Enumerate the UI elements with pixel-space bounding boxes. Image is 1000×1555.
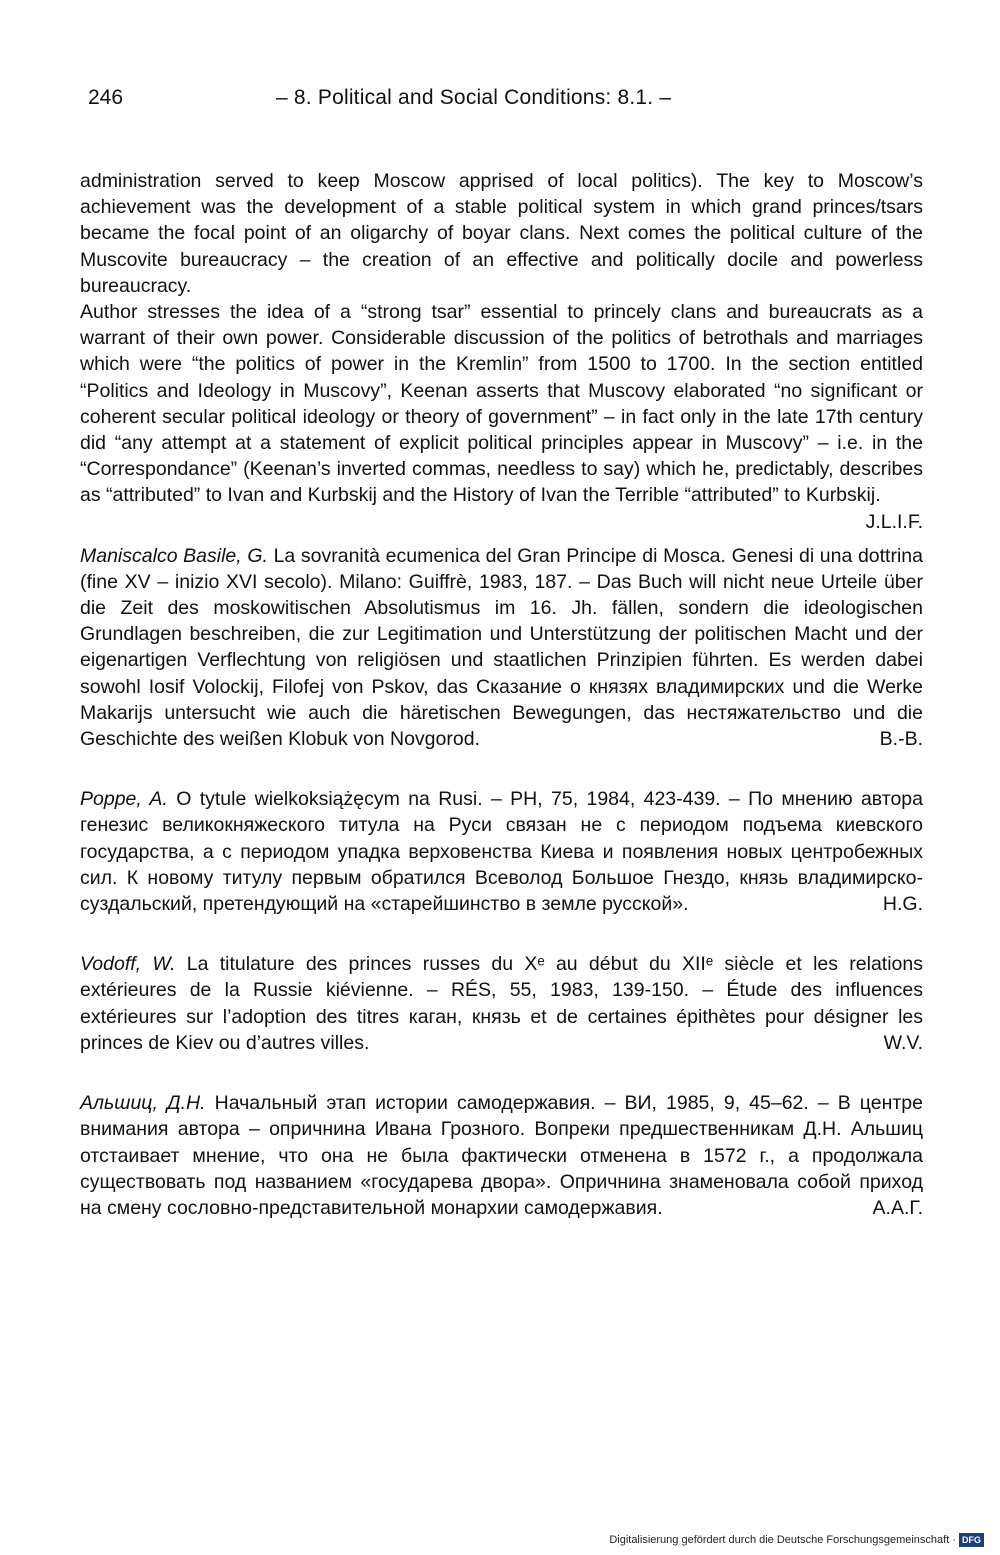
entry-text: La titulature des princes russes du Xᵉ au début du XIIᵉ siècle et les relations extérieures de la Russie kiévienne. – RÉS, 55, 1983, 139-150. – Étude des influences extérieures sur l’adoption des titres каган, князь et de certaines épithètes pour désigner les princes de Kiev ou d’autres villes.: [80, 953, 923, 1054]
entry-author: Альшиц, Д.Н.: [80, 1092, 206, 1115]
review-entry-continuation: [80, 168, 923, 299]
review-entry-continuation-paragraph: [80, 299, 923, 533]
entry-author: Maniscalco Basile, G.: [80, 544, 268, 567]
review-entry-maniscalco: [80, 543, 923, 753]
page-number: 246: [88, 86, 124, 109]
reviewer-signature: H.G.: [882, 893, 923, 916]
dfg-logo-icon: DFG: [959, 1533, 984, 1547]
page-header: [88, 86, 918, 118]
digitization-footer: [609, 1533, 984, 1547]
entry-author: Vodoff, W.: [80, 953, 176, 976]
entry-text: O tytule wielkoksiążęcym na Rusi. – PH, 75, 1984, 423-439. – По мнению автора генезис великокняжеского титула на Руси связан не с периодом подъема киевского государства, а с периодом упадка верховенства Киева и появления новых центробежных сил. К новому титулу первым обратился Всеволод Большое Гнездо, князь владимирско-суздальский, претендующий на «старейшинство в земле русской».: [80, 788, 923, 916]
reviewer-signature: B.-B.: [879, 728, 923, 751]
review-entry-alshic: [80, 1090, 923, 1221]
entry-author: Poppe, A.: [80, 788, 168, 811]
reviewer-signature: J.L.I.F.: [865, 510, 923, 533]
review-entry-poppe: [80, 786, 923, 917]
entry-text: La sovranità ecumenica del Gran Principe di Mosca. Genesi di una dottrina (fine XV – inizio XVI secolo). Milano: Guiffrè, 1983, 187. – Das Buch will nicht neue Urteile über die Zeit des moskowitischen Absolutismus im 16. Jh. fällen, sondern die ideologischen Grundlagen beschreiben, die zur Legitimation und Unterstützung der politischen Macht und der eigenartigen Verflechtung von religiösen und staatlichen Prinzipien führten. Es werden dabei sowohl Iosif Volockij, Filofej von Pskov, das Сказание о князях владимирских und die Werke Makarijs untersucht wie auch die häretischen Bewegungen, das нестяжательство und die Geschichte des weißen Klobuk von Novgorod.: [80, 544, 923, 751]
review-entry-vodoff: [80, 951, 923, 1056]
running-head: – 8. Political and Social Conditions: 8.1. –: [276, 86, 672, 109]
entry-text: Author stresses the idea of a “strong tsar” essential to princely clans and bureaucrats as a warrant of their own power. Considerable discussion of the politics of betrothals and marriages which were “the politics of power in the Kremlin” from 1500 to 1700. In the section entitled “Politics and Ideology in Muscovy”, Keenan asserts that Muscovy elaborated “no significant or coherent secular political ideology or theory of government” – in fact only in the late 17th century did “any attempt at a statement of explicit political principles appear in Muscovy” – i.e. in the “Correspondance” (Keenan’s inverted commas, needless to say) which he, predictably, describes as “attributed” to Ivan and Kurbskij and the History of Ivan the Terrible “attributed” to Kurbskij.: [80, 301, 923, 507]
entry-text: Начальный этап истории самодержавия. – ВИ, 1985, 9, 45–62. – В центре внимания автора – опричнина Ивана Грозного. Вопреки предшественникам Д.Н. Альшиц отстаивает мнение, что она не была фактически отменена в 1572 г., а продолжала существовать под названием «государева двора». Опричнина знаменовала собой приход на смену сословно-представительной монархии самодержавия.: [80, 1092, 923, 1219]
footer-text: Digitalisierung gefördert durch die Deutsche Forschungsgemeinschaft ·: [609, 1534, 956, 1546]
reviewer-signature: W.V.: [883, 1031, 923, 1054]
page-content: [80, 168, 923, 1221]
entry-text: administration served to keep Moscow apprised of local politics). The key to Moscow’s achievement was the development of a stable political system in which grand princes/tsars became the focal point of an oligarchy of boyar clans. Next comes the political culture of the Muscovite bureaucracy – the creation of an effective and politically docile and powerless bureaucracy.: [80, 170, 923, 297]
reviewer-signature: А.А.Г.: [872, 1196, 923, 1219]
